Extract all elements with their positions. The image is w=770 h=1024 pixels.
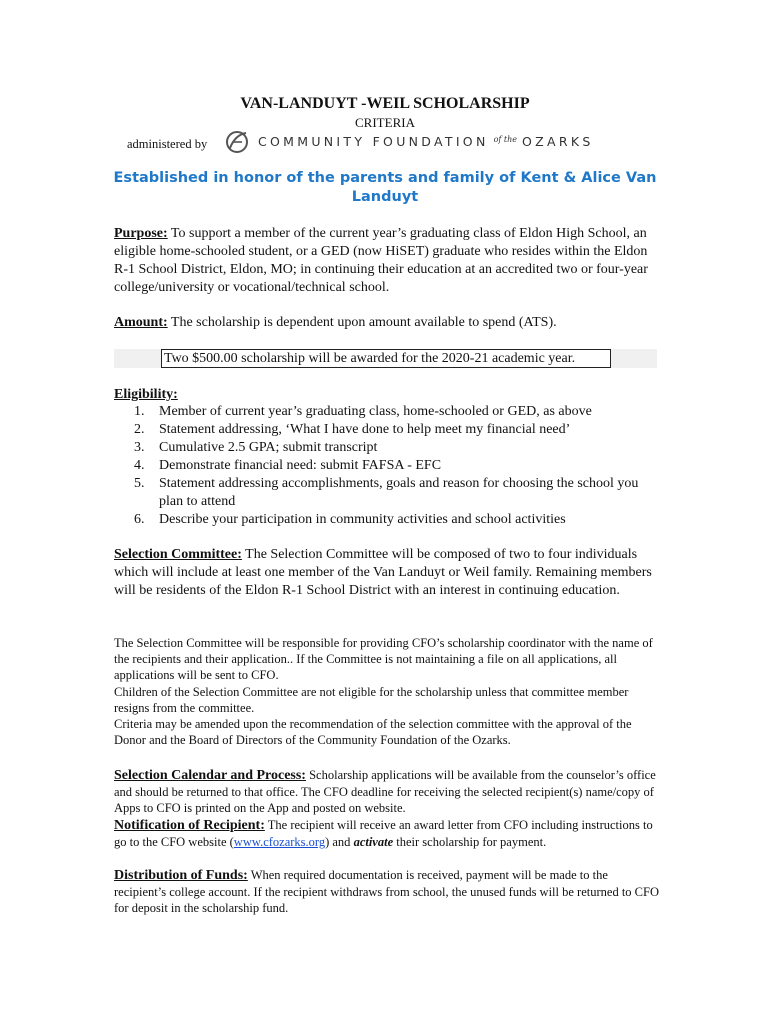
- logo-ozarks: OZARKS: [522, 134, 594, 149]
- notification-section: [114, 817, 659, 850]
- list-number: 5.: [134, 476, 145, 491]
- calendar-section: [114, 767, 659, 817]
- calendar-text: Scholarship applications will be available from the counselor’s office and should be returned to that office. The CFO deadline for receiving the selected recipient(s) name/copy of Apps to CFO is printed on the App and posted on website.: [114, 768, 656, 816]
- list-text: Member of current year’s graduating class, home-schooled or GED, as above: [159, 404, 592, 419]
- cfo-logo-text: [258, 134, 594, 149]
- amount-label: Amount:: [114, 315, 168, 330]
- notification-text: ) and: [325, 835, 354, 850]
- notification-label: Notification of Recipient:: [114, 818, 265, 833]
- selection-committee-section: [114, 546, 659, 600]
- list-text: Demonstrate financial need: submit FAFSA - EFC: [159, 458, 442, 473]
- notification-text: their scholarship for payment.: [393, 835, 547, 850]
- eligibility-label: Eligibility:: [114, 387, 178, 402]
- selection-committee-label: Selection Committee:: [114, 547, 242, 562]
- list-text: Statement addressing accomplishments, goals and reason for choosing the school you plan to attend: [159, 476, 639, 509]
- list-item: [114, 475, 659, 511]
- cfo-logo: [224, 130, 636, 154]
- document-title: VAN-LANDUYT -WEIL SCHOLARSHIP: [240, 95, 530, 112]
- distribution-section: [114, 867, 659, 917]
- list-item: [114, 511, 659, 529]
- list-text: Cumulative 2.5 GPA; submit transcript: [159, 440, 378, 455]
- list-item: [114, 421, 659, 439]
- amount-section: [114, 314, 659, 332]
- logo-of-the: of the: [493, 135, 518, 144]
- list-number: 3.: [134, 440, 145, 455]
- activate-emphasis: activate: [353, 835, 394, 850]
- committee-notes: [114, 635, 659, 748]
- list-number: 2.: [134, 422, 145, 437]
- list-item: [114, 403, 659, 421]
- distribution-label: Distribution of Funds:: [114, 868, 248, 883]
- list-text: Describe your participation in community activities and school activities: [159, 512, 566, 527]
- purpose-text: To support a member of the current year’s graduating class of Eldon High School, an eligible home-schooled student, or a GED (now HiSET) graduate who resides within the Eldon R-1 School District, Eldon, MO; in continuing their education at an accredited two or four-year college/university or vocational/technical school.: [114, 226, 648, 295]
- eligibility-list: [114, 403, 659, 529]
- logo-community-foundation: COMMUNITY FOUNDATION: [258, 134, 489, 149]
- list-number: 6.: [134, 512, 145, 527]
- distribution-text: When required documentation is received, payment will be made to the recipient’s college account. If the recipient withdraws from school, the unused funds will be returned to CFO for deposit in the scholarship fund.: [114, 868, 659, 916]
- amount-text: The scholarship is dependent upon amount available to spend (ATS).: [167, 315, 557, 330]
- list-number: 4.: [134, 458, 145, 473]
- notification-text: The recipient will receive an award letter from CFO including instructions to go to the CFO website (: [114, 818, 653, 850]
- cfo-website-link[interactable]: www.cfozarks.org: [233, 835, 326, 850]
- committee-note: Criteria may be amended upon the recommendation of the selection committee with the approval of the Donor and the Board of Directors of the Community Foundation of the Ozarks.: [114, 717, 632, 748]
- award-notice-box: Two $500.00 scholarship will be awarded for the 2020-21 academic year.: [161, 349, 611, 368]
- administered-by-row: [127, 130, 647, 156]
- committee-note: The Selection Committee will be responsible for providing CFO’s scholarship coordinator with the name of the recipients and their application.. If the Committee is not maintaining a file on all applications, all applications will be sent to CFO.: [114, 636, 653, 683]
- selection-committee-text: The Selection Committee will be composed of two to four individuals which will include at least one member of the Van Landuyt or Weil family. Remaining members will be residents of the Eldon R-1 School District with an interest in continuing education.: [114, 547, 652, 598]
- purpose-section: [114, 225, 659, 297]
- cfo-logo-mark-icon: [224, 130, 250, 154]
- calendar-label: Selection Calendar and Process:: [114, 768, 306, 783]
- purpose-label: Purpose:: [114, 226, 168, 241]
- list-number: 1.: [134, 404, 145, 419]
- list-text: Statement addressing, ‘What I have done to help meet my financial need’: [159, 422, 571, 437]
- established-heading: Established in honor of the parents and family of Kent & Alice Van Landuyt: [113, 170, 657, 205]
- document-subtitle: CRITERIA: [355, 115, 415, 130]
- committee-note: Children of the Selection Committee are not eligible for the scholarship unless that committee member resigns from the committee.: [114, 684, 629, 715]
- list-item: [114, 457, 659, 475]
- list-item: [114, 439, 659, 457]
- administered-by-label: administered by: [127, 137, 208, 151]
